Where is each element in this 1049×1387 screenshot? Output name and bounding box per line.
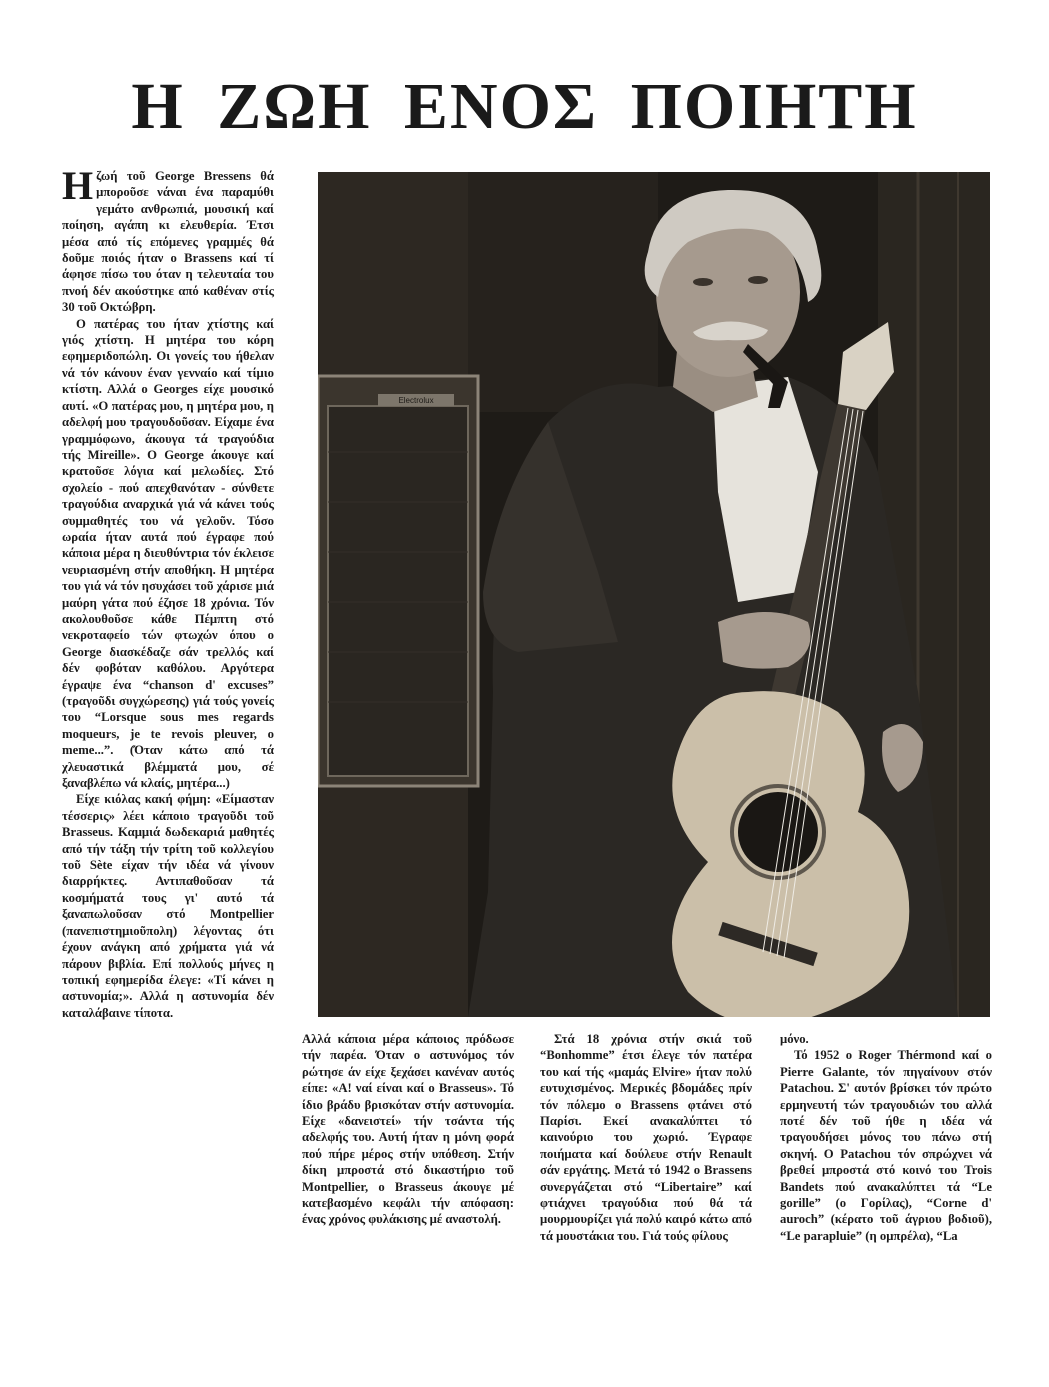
page-title: Η ΖΩΗ ΕΝΟΣ ΠΟΙΗΤΗ — [131, 70, 918, 143]
paragraph: Ο πατέρας του ήταν χτίστης καί γιός χτίστη. Η μητέρα του κόρη εφημεριδοπώλη. Οι γονείς του ήθελαν νά τόν κάνουν έναν γενναίο καί τίμιο κτίστη. Αλλά ο Georges είχε μουσικό αυτί. «Ο πατέρας μου, η μητέρα μου, η αδελφή μου τραγουδοῦσαν. Είχαμε ένα γραμμόφωνο, άκουγα τά τραγούδια τής Mireille». Ο George άκουγε καί κρατοῦσε λόγια καί μελωδίες. Στό σχολείο - πού απεχθανόταν - σύνθετε τραγούδια αναρχικά γιά νά κάνει τούς συμμαθητές του νά γελοῦν. Τόσο ωραία ήταν αυτά πού έγραφε πού κάποια μέρα η διευθύντρια τόν έκλεισε νευριασμένη στήν αποθήκη. Η μητέρα του γιά νά τόν ησυχάσει τοῦ χάρισε μιά μαύρη γάτα πού έζησε 18 χρόνια. Τόν ακολουθοῦσε κάθε Πέμπτη στό νεκροταφείο τών φτωχών όπου ο George διασκέδαζε σάν τρελλός καί δέν φοβόταν καθόλου. Αργότερα έγραψε ένα “chanson d' excuses” (τραγοῦδι συγχώρεσης) γιά τούς γονείς του “Lorsque sous mes regards moqueurs, je te revois pleuver, o meme...”. (Όταν κάτω από τά χλευαστικά βλέμματά μου, σέ ξαναβλέπω νά κλαίς, μητέρα...) — [62, 316, 274, 791]
dark-wall — [468, 172, 658, 412]
paragraph: Αλλά κάποια μέρα κάποιος πρόδωσε τήν παρέα. Όταν ο αστυνόμος τόν ρώτησε άν είχε ξεχάσει κανέναν αυτός είπε: «Α! ναί είναι καί ο Brasseus». Τό ίδιο βράδυ βρισκόταν στήν αστυνομία. Είχε «δανειστεί» τήν τσάντα τής αδελφής του. Αυτή ήταν η μόνη φορά πού πήρε μέρος στήν υπόθεση. Στήν δίκη μπροστά στό δικαστήριο τοῦ Montpellier, ο Brasseus άκουγε μέ κατεβασμένο κεφάλι τήν απόφαση: ένας χρόνος φυλάκισης μέ αναστολή. — [302, 1032, 514, 1227]
photo-brassens-with-guitar — [318, 172, 990, 1017]
hand-left — [718, 612, 811, 669]
drop-cap: Η — [62, 163, 94, 208]
paragraph-text: ζωή τοῦ George Bressens θά μποροῦσε νάναι ένα παραμύθι γεμάτο ανθρωπιά, μουσική καί ποίηση, αγάπη κι ελευθερία. Έτσι μέσα από τίς επόμενες γραμμές θά δοῦμε ποιός ήταν ο Brassens καί τί άφησε πίσω του όταν η τελευταία του πνοή δέν ακούστηκε από καθέναν στίς 30 τοῦ Οκτώβρη. — [62, 169, 274, 315]
paragraph: Είχε κιόλας κακή φήμη: «Είμασταν τέσσερις» λέει κάποιο τραγοῦδι τοῦ Brasseus. Καμμιά δωδεκαριά μαθητές από τήν τάξη τήν τρίτη τοῦ κολλεγίου τοῦ Sète είχαν τήν ιδέα νά γίνουν διαρρήκτες. Αντιπαθοῦσαν τά κοσμήματά τους γι' αυτό τά ξαναπωλοῦσαν στό Montpellier (πανεπιστημιοῦπολη) λέγοντας ότι έχουν ανάγκη από χρήματα γιά νά πάρουν βιβλία. Επί πολλούς μήνες η τοπική εφημερίδα έλεγε: «Τί κάνει η αστυνομία;». Αλλά η αστυνομία δέν καταλάβαινε τίποτα. — [62, 792, 274, 1020]
article-column-4 — [780, 1031, 992, 1244]
paragraph: μόνο. — [780, 1032, 809, 1046]
paragraph: Στά 18 χρόνια στήν σκιά τοῦ “Bonhomme” έτσι έλεγε τόν πατέρα του καί τής «μαμάς Elvire» ήταν πολύ ευτυχισμένος. Μερικές βδομάδες πρίν τόν πόλεμο ο Brassens φτάνει στό Παρίσι. Εκεί ανακαλύπτει τό καινούριο του χωριό. Έγραφε ποιήματα καί δούλευε στήν Renault σάν εργάτης. Μετά τό 1942 ο Brassens συνεργάζεται στό “Libertaire” καί φτιάχνει τραγούδια πού θά τά μουρμουρίζει γιά πολύ καιρό κάτω από τά μουστάκια του. Γιά τούς φίλους — [540, 1032, 752, 1243]
amplifier-grille — [328, 406, 468, 776]
article-column-1 — [62, 163, 274, 1021]
amplifier-brand-label: Electrolux — [398, 396, 434, 405]
article-column-2 — [302, 1031, 514, 1228]
photo-illustration — [318, 172, 990, 1017]
article-column-3 — [540, 1031, 752, 1244]
paragraph — [62, 163, 274, 316]
paragraph: Τό 1952 ο Roger Thérmond καί ο Pierre Galante, τόν πηγαίνουν στόν Patachou. Σ' αυτόν βρίσκει τόν πρώτο ερμηνευτή τών τραγουδιών του αλλά ποτέ δέν τοῦ ήθε η ιδέα νά τραγουδήσει μόνος του πάνω στή σκηνή. Ο Patachou τόν σπρώχνει νά βρεθεί μπροστά στό κοινό του Trois Bandets πού ανακαλύπτει τά “Le gorille” (ο Γορίλας), “Corne d' auroch” (κέρατο τοῦ άγριου βοδιοῦ), “Le parapluie” (η ομπρέλα), “La — [780, 1048, 992, 1243]
